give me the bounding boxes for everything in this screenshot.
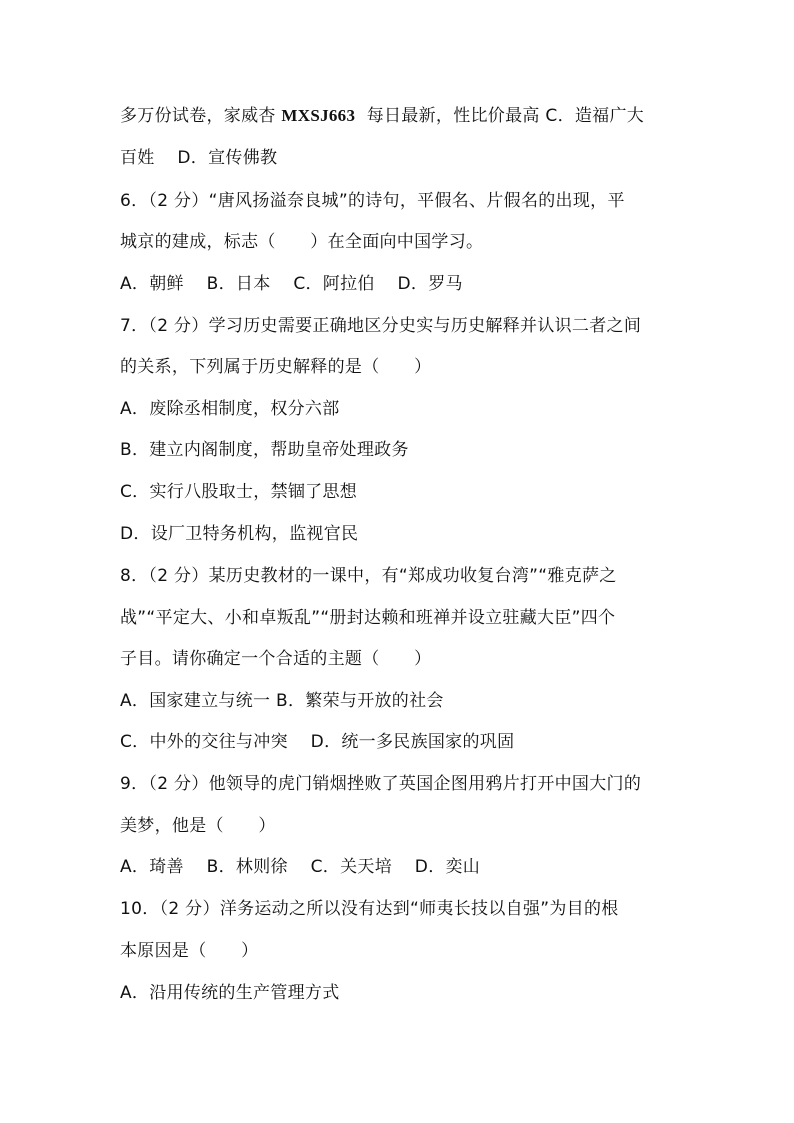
option-line: 百姓 D．宣传佛教: [120, 148, 278, 168]
code-text: MXSJ663: [281, 106, 356, 125]
question-9-line-1: 9．（2 分）他领导的虎门销烟挫败了英国企图用鸦片打开中国大门的: [120, 774, 642, 794]
question-6-line-1: 6．（2 分）“唐风扬溢奈良城”的诗句，平假名、片假名的出现，平: [120, 191, 625, 211]
question-7-line-2: 的关系，下列属于历史解释的是（ ）: [120, 357, 432, 377]
text-line-1-pre: 多万份试卷，家威杏: [120, 106, 282, 126]
question-8-options-ab: A．国家建立与统一 B．繁荣与开放的社会: [120, 691, 444, 711]
question-6-options: A．朝鲜 B．日本 C．阿拉伯 D．罗马: [120, 274, 463, 294]
question-10-option-a: A．沿用传统的生产管理方式: [120, 983, 340, 1003]
question-10-line-2: 本原因是（ ）: [120, 941, 259, 961]
text-line-1-post: 每日最新，性比价最高 C．造福广大: [355, 106, 645, 126]
question-6-line-2: 城京的建成，标志（ ）在全面向中国学习。: [120, 232, 484, 252]
question-8-line-3: 子目。请你确定一个合适的主题（ ）: [120, 649, 432, 669]
question-7-option-a: A．废除丞相制度，权分六部: [120, 399, 340, 419]
question-9-line-2: 美梦，他是（ ）: [120, 816, 276, 836]
question-7-option-d: D．设厂卫特务机构，监视官民: [120, 524, 359, 544]
question-8-options-cd: C．中外的交往与冲突 D．统一多民族国家的巩固: [120, 732, 515, 752]
question-7-option-c: C．实行八股取士，禁锢了思想: [120, 482, 358, 502]
question-8-line-1: 8．（2 分）某历史教材的一课中，有“郑成功收复台湾”“雅克萨之: [120, 566, 617, 586]
question-7-line-1: 7．（2 分）学习历史需要正确地区分史实与历史解释并认识二者之间: [120, 316, 642, 336]
question-10-line-1: 10．（2 分）洋务运动之所以没有达到“师夷长技以自强”为目的根: [120, 899, 619, 919]
question-7-option-b: B．建立内阁制度，帮助皇帝处理政务: [120, 440, 409, 460]
question-9-options: A．琦善 B．林则徐 C．关天培 D．奕山: [120, 857, 481, 877]
text-line-1: [120, 104, 644, 128]
question-8-line-2: 战”“平定大、小和卓叛乱”“册封达赖和班禅并设立驻藏大臣”四个: [120, 608, 616, 628]
